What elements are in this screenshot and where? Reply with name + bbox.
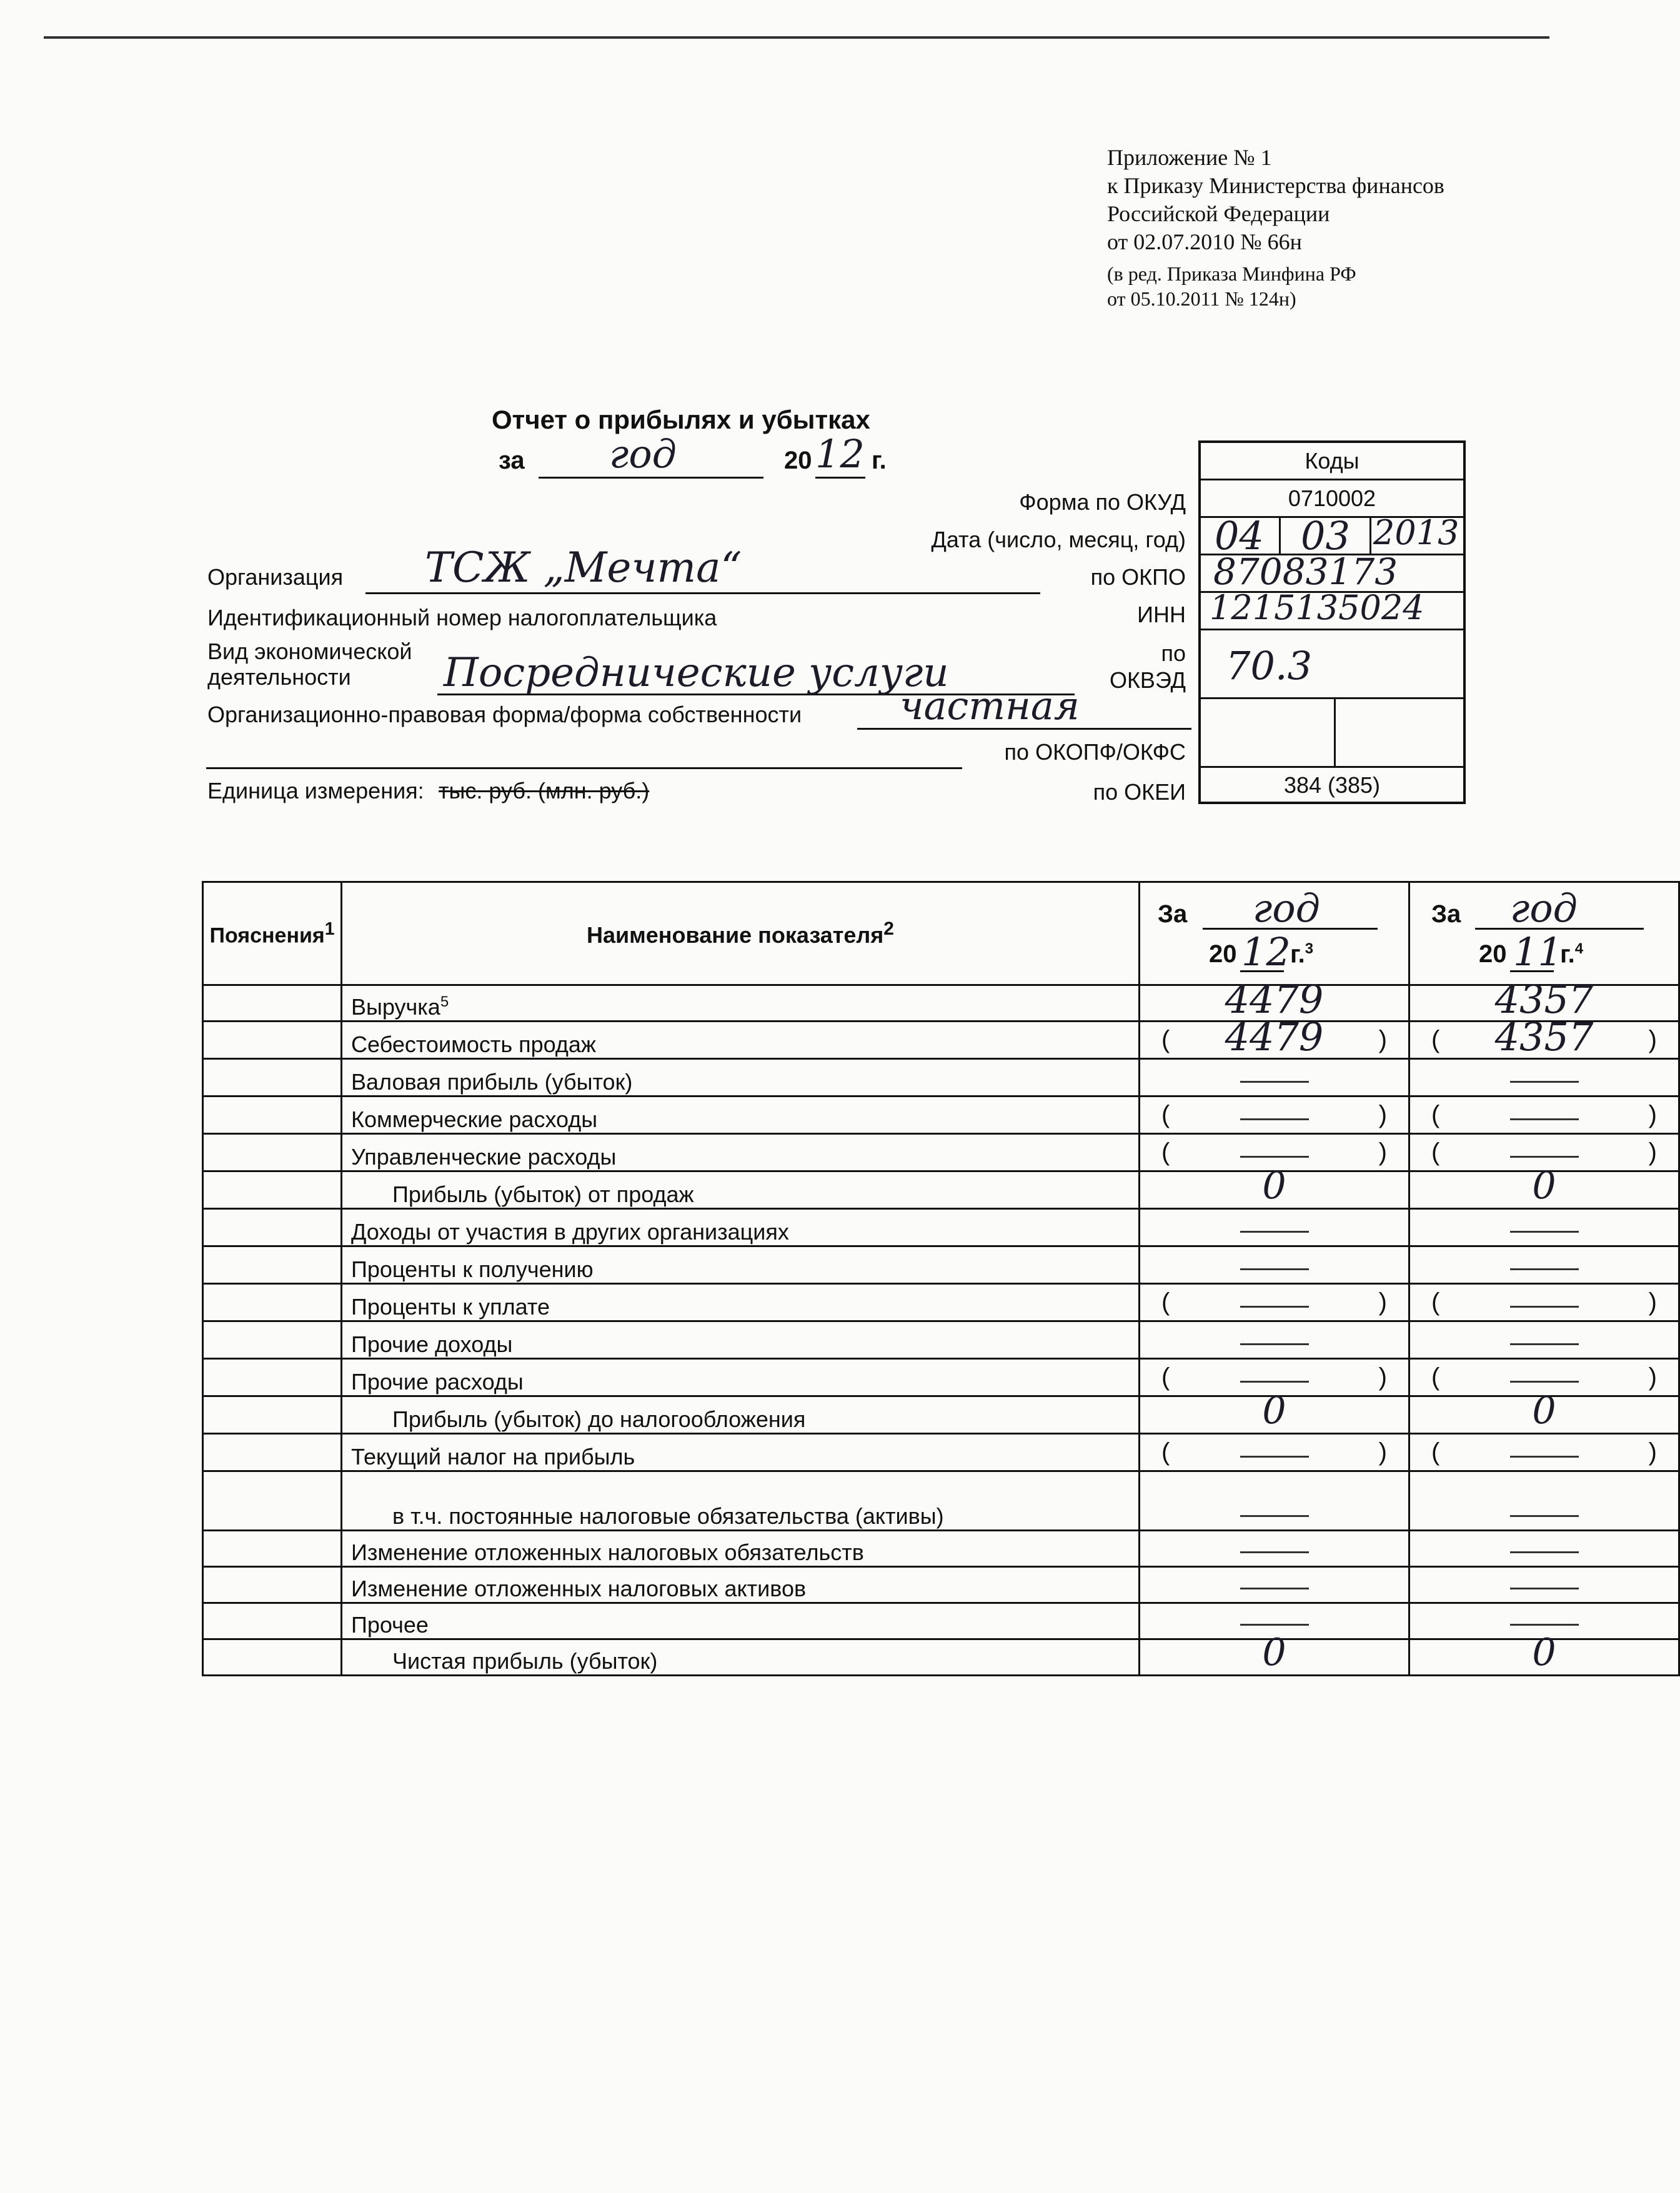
empty-dash [1510,1588,1579,1589]
table-row [203,1096,1679,1134]
okved-value: 70.3 [1226,643,1313,689]
activity-value: Посреднические услуги [444,650,949,696]
okved-row [1201,630,1463,699]
activity-label-2: деятельности [207,664,351,690]
handwritten-value: 4479 [1225,1014,1324,1060]
empty-dash [1240,1231,1309,1233]
inn-label: Идентификационный номер налогоплательщика [207,605,717,630]
indicator-label: Выручка [351,994,440,1020]
indicator-name [342,1321,1140,1359]
notes-cell [203,1134,342,1171]
col-notes-header [203,882,342,985]
notes-cell [203,1059,342,1096]
indicator-label: Коммерческие расходы [351,1106,598,1132]
col-cur-period: год [1253,885,1320,931]
col-prev-sup: 4 [1574,940,1584,957]
current-year-value [1140,1096,1409,1134]
okpo-value: 87083173 [1213,550,1398,593]
handwritten-value: 4357 [1494,1014,1594,1060]
empty-dash [1240,1551,1309,1553]
current-year-value [1140,1014,1409,1060]
okved-label-2: ОКВЭД [1109,667,1186,693]
indicator-name [342,1471,1140,1531]
open-paren: ( [1431,1138,1440,1166]
notes-cell [203,1603,342,1639]
table-header-row [203,882,1679,985]
previous-year-value [1409,1246,1679,1284]
handwritten-value: 4479 [1225,977,1324,1022]
indicator-name [342,1567,1140,1603]
col-cur-20: 20 [1209,940,1237,968]
handwritten-value: 0 [1532,1631,1556,1674]
open-paren: ( [1431,1288,1440,1316]
col-cur-g [1290,940,1313,968]
close-paren: ) [1378,1026,1387,1053]
empty-dash [1510,1268,1579,1270]
indicator-name [342,1531,1140,1567]
table-row [203,1022,1679,1059]
handwritten-value: 0 [1532,1164,1556,1208]
income-statement-table [202,881,1680,1676]
inn-row [1201,588,1463,630]
current-year-value [1140,1059,1409,1096]
close-paren: ) [1648,1363,1657,1391]
indicator-label: Изменение отложенных налоговых активов [351,1576,807,1601]
indicator-label: Валовая прибыль (убыток) [351,1069,633,1095]
appendix-line-3: Российской Федерации [1107,201,1330,226]
notes-cell [203,1359,342,1396]
open-paren: ( [1161,1438,1170,1466]
empty-dash [1240,1268,1309,1270]
table-row [203,1284,1679,1321]
notes-cell [203,1284,342,1321]
inn-value: 1215135024 [1210,588,1424,627]
table-row [203,1059,1679,1096]
col-name-sup: 2 [883,918,894,939]
table-row [203,1171,1679,1209]
date-label: Дата (число, месяц, год) [931,527,1186,552]
previous-year-value [1409,1014,1679,1060]
empty-dash [1510,1231,1579,1233]
open-paren: ( [1161,1101,1170,1128]
col-name-label: Наименование показателя [587,922,884,948]
notes-cell [203,1639,342,1676]
current-year-value [1140,1471,1409,1531]
open-paren: ( [1161,1288,1170,1316]
okud-label: Форма по ОКУД [1019,489,1186,515]
empty-dash [1510,1551,1579,1553]
table-row [203,1246,1679,1284]
indicator-name [342,1396,1140,1434]
indicator-name [342,1134,1140,1171]
previous-year-value [1409,1096,1679,1134]
indicator-name [342,985,1140,1022]
notes-cell [203,1567,342,1603]
okei-label: по ОКЕИ [1093,779,1186,805]
handwritten-value: 0 [1262,1164,1286,1208]
indicator-label: Прибыль (убыток) от продаж [392,1181,694,1207]
empty-dash [1240,1381,1309,1383]
activity-label-1: Вид экономической [207,639,412,664]
inn-code-label: ИНН [1137,602,1186,627]
previous-year-value [1409,1321,1679,1359]
previous-year-value [1409,1471,1679,1531]
codes-box [1198,440,1466,804]
col-notes-label: Пояснения [209,923,325,948]
codes-header: Коды [1201,443,1463,480]
period-value: год [609,431,677,477]
empty-dash [1240,1456,1309,1458]
date-month: 03 [1301,513,1350,559]
notes-cell [203,1022,342,1059]
indicator-label: Проценты к получению [351,1256,594,1282]
open-paren: ( [1431,1101,1440,1128]
appendix-line-5: (в ред. Приказа Минфина РФ [1107,262,1356,285]
indicator-label: Прочее [351,1612,429,1638]
previous-year-value [1409,1164,1679,1209]
okopf-row [1201,699,1463,768]
indicator-name [342,1359,1140,1396]
col-notes-sup: 1 [324,918,335,939]
indicator-name [342,1209,1140,1246]
indicator-label: Себестоимость продаж [351,1032,596,1057]
unit-label: Единица измерения: [207,778,424,803]
indicator-name [342,1096,1140,1134]
close-paren: ) [1378,1288,1387,1316]
indicator-label: Прибыль (убыток) до налогообложения [392,1406,806,1432]
indicator-sup: 5 [440,993,449,1010]
empty-dash [1510,1381,1579,1383]
previous-year-value [1409,1434,1679,1471]
appendix-line-6: от 05.10.2011 № 124н) [1107,287,1296,310]
table-row [203,985,1679,1022]
indicator-label: Прочие расходы [351,1369,524,1395]
year-prefix: 20 [784,447,812,474]
current-year-value [1140,1209,1409,1246]
indicator-label: Текущий налог на прибыль [351,1444,635,1469]
col-cur-g-text: г. [1290,940,1305,968]
col-prev-20: 20 [1479,940,1507,968]
indicator-name [342,1434,1140,1471]
form-line-2 [206,767,962,769]
empty-dash [1510,1456,1579,1458]
indicator-label: Доходы от участия в других организациях [351,1219,789,1245]
col-prev-za: За [1431,900,1461,928]
current-year-value [1140,1434,1409,1471]
indicator-label: Изменение отложенных налоговых обязательств [351,1539,864,1565]
table-row [203,1434,1679,1471]
current-year-value [1140,1321,1409,1359]
appendix-line-2: к Приказу Министерства финансов [1107,173,1444,198]
col-prev-g [1560,940,1583,968]
current-year-value [1140,1246,1409,1284]
indicator-name [342,1059,1140,1096]
close-paren: ) [1378,1363,1387,1391]
col-previous-header [1409,882,1679,985]
open-paren: ( [1161,1138,1170,1166]
date-row [1201,513,1463,559]
okpo-row [1201,550,1463,593]
close-paren: ) [1648,1438,1657,1466]
current-year-value [1140,1567,1409,1603]
okei-value: 384 (385) [1283,772,1381,798]
open-paren: ( [1431,1026,1440,1053]
notes-cell [203,1471,342,1531]
col-cur-year: 12 [1241,929,1291,975]
indicator-name [342,1284,1140,1321]
indicator-label: Чистая прибыль (убыток) [392,1648,658,1674]
previous-year-value [1409,1059,1679,1096]
indicator-label: в т.ч. постоянные налоговые обязательства (активы) [392,1503,944,1529]
table-body [203,882,1679,1676]
date-year: 2013 [1373,513,1459,552]
notes-cell [203,1321,342,1359]
empty-dash [1240,1515,1309,1517]
appendix-line-4: от 02.07.2010 № 66н [1107,229,1302,254]
year-value: 12 [815,431,865,477]
current-year-value [1140,1631,1409,1676]
notes-cell [203,1396,342,1434]
notes-cell [203,1531,342,1567]
empty-dash [1510,1118,1579,1120]
indicator-name [342,1171,1140,1209]
indicator-label: Проценты к уплате [351,1294,550,1320]
org-value: ТСЖ „Мечта“ [425,544,742,592]
open-paren: ( [1161,1026,1170,1053]
indicator-label: Управленческие расходы [351,1144,617,1170]
okopf-label: по ОКОПФ/ОКФС [1004,739,1186,765]
page-top-rule [44,36,1549,39]
previous-year-value [1409,1567,1679,1603]
empty-dash [1510,1081,1579,1083]
org-label: Организация [207,564,344,590]
close-paren: ) [1648,1026,1657,1053]
notes-cell [203,985,342,1022]
appendix-line-1: Приложение № 1 [1107,145,1272,170]
handwritten-value: 0 [1262,1631,1286,1674]
table-row [203,1471,1679,1531]
empty-dash [1240,1588,1309,1589]
previous-year-value [1409,1631,1679,1676]
notes-cell [203,1246,342,1284]
close-paren: ) [1378,1438,1387,1466]
col-cur-sup: 3 [1305,940,1314,957]
empty-dash [1240,1118,1309,1120]
period-za: за [499,447,525,474]
open-paren: ( [1431,1438,1440,1466]
period-line [539,477,763,479]
empty-dash [1240,1156,1309,1158]
notes-cell [203,1434,342,1471]
appendix-note [1107,144,1444,311]
current-year-value [1140,1531,1409,1567]
col-name-header [342,882,1140,985]
empty-dash [1510,1343,1579,1345]
empty-dash [1510,1515,1579,1517]
close-paren: ) [1648,1288,1657,1316]
col-prev-year: 11 [1513,929,1563,975]
current-year-value [1140,1284,1409,1321]
indicator-label: Прочие доходы [351,1331,513,1357]
current-year-value [1140,1164,1409,1209]
empty-dash [1510,1156,1579,1158]
close-paren: ) [1378,1101,1387,1128]
notes-cell [203,1096,342,1134]
form-value: частная [900,683,1080,729]
indicator-name [342,1603,1140,1639]
col-prev-g-text: г. [1560,940,1575,968]
indicator-name [342,1246,1140,1284]
open-paren: ( [1161,1363,1170,1391]
previous-year-value [1409,1209,1679,1246]
table-row [203,1531,1679,1567]
empty-dash [1240,1343,1309,1345]
org-line [365,592,1040,594]
close-paren: ) [1648,1101,1657,1128]
empty-dash [1240,1624,1309,1626]
table-row [203,1209,1679,1246]
notes-cell [203,1209,342,1246]
table-row [203,1567,1679,1603]
col-current-header [1140,882,1409,985]
okved-label-1: по [1161,640,1186,666]
report-title: Отчет о прибылях и убытках [492,405,870,434]
close-paren: ) [1648,1138,1657,1166]
indicator-name [342,1639,1140,1676]
previous-year-value [1409,1389,1679,1434]
table-row [203,1639,1679,1676]
handwritten-value: 4357 [1494,977,1594,1022]
handwritten-value: 0 [1532,1389,1556,1433]
okpo-label: по ОКПО [1090,564,1186,590]
okud-value: 0710002 [1201,480,1463,518]
empty-dash [1510,1624,1579,1626]
handwritten-value: 0 [1262,1389,1286,1433]
notes-cell [203,1171,342,1209]
form-label: Организационно-правовая форма/форма собственности [207,702,802,727]
empty-dash [1240,1306,1309,1308]
empty-dash [1510,1306,1579,1308]
previous-year-value [1409,1284,1679,1321]
previous-year-value [1409,1531,1679,1567]
year-suffix: г. [872,447,887,474]
current-year-value [1140,1389,1409,1434]
table-row [203,1396,1679,1434]
date-day: 04 [1215,513,1264,559]
col-prev-period: год [1510,885,1578,931]
col-cur-za: За [1158,900,1188,928]
indicator-name [342,1022,1140,1059]
close-paren: ) [1378,1138,1387,1166]
empty-dash [1240,1081,1309,1083]
year-line [815,477,865,479]
open-paren: ( [1431,1363,1440,1391]
table-row [203,1321,1679,1359]
unit-value: тыс. руб. (млн. руб.) [439,778,650,803]
